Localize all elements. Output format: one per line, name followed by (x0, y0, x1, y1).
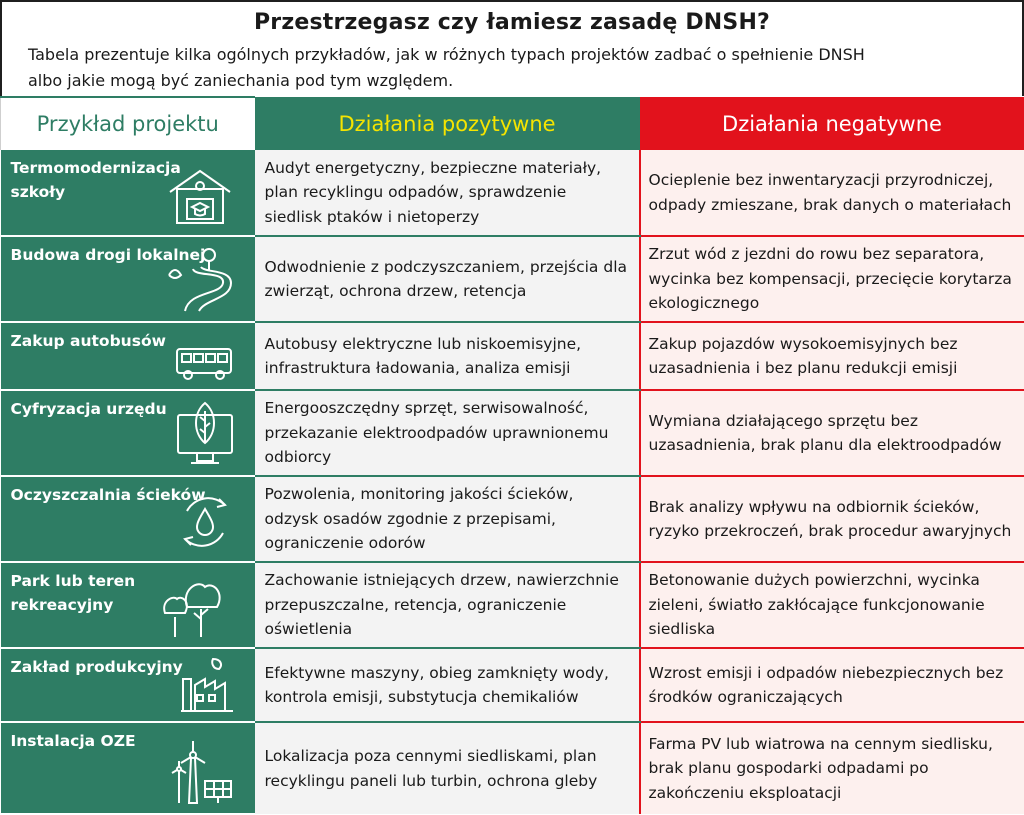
positive-cell: Lokalizacja poza cennymi siedliskami, plan recyklingu paneli lub turbin, ochrona gleby (255, 722, 640, 814)
subtitle-line-1: Tabela prezentuje kilka ogólnych przykładów, jak w różnych typach projektów zadbać o spełnienie DNSH (28, 42, 988, 68)
project-cell (1, 236, 255, 322)
positive-cell: Zachowanie istniejących drzew, nawierzchnie przepuszczalne, retencja, ograniczenie oświetlenia (255, 562, 640, 648)
positive-cell: Energooszczędny sprzęt, serwisowalność, przekazanie elektroodpadów uprawnionemu odbiorcy (255, 390, 640, 476)
negative-cell: Zrzut wód z jezdni do rowu bez separatora, wycinka bez kompensacji, przecięcie korytarza ekologicznego (640, 236, 1024, 322)
column-header-positive: Działania pozytywne (255, 97, 640, 150)
project-name: Park lub teren rekreacyjny (11, 569, 211, 617)
table-row (1, 236, 1024, 322)
project-cell (1, 562, 255, 648)
table-row (1, 150, 1024, 236)
column-header-project: Przykład projektu (1, 97, 255, 150)
positive-cell: Audyt energetyczny, bezpieczne materiały, plan recyklingu odpadów, sprawdzenie siedlisk ptaków i nietoperzy (255, 150, 640, 236)
positive-cell: Efektywne maszyny, obieg zamknięty wody, kontrola emisji, substytucja chemikaliów (255, 648, 640, 722)
table-row (1, 722, 1024, 814)
trees-icon (161, 579, 235, 639)
column-header-negative: Działania negatywne (640, 97, 1024, 150)
negative-cell: Zakup pojazdów wysokoemisyjnych bez uzasadnienia i bez planu redukcji emisji (640, 322, 1024, 390)
subtitle-line-2: albo jakie mogą być zaniechania pod tym względem. (28, 68, 988, 94)
negative-cell: Wzrost emisji i odpadów niebezpiecznych bez środków ograniczających (640, 648, 1024, 722)
monitor-leaf-icon (175, 401, 235, 467)
table-row (1, 562, 1024, 648)
table-row (1, 476, 1024, 562)
project-cell (1, 322, 255, 390)
project-name: Cyfryzacja urzędu (11, 397, 211, 421)
negative-cell: Betonowanie dużych powierzchni, wycinka zieleni, światło zakłócające funkcjonowanie siedliska (640, 562, 1024, 648)
table-row (1, 648, 1024, 722)
table-row (1, 322, 1024, 390)
school-icon (165, 167, 235, 227)
negative-cell: Ocieplenie bez inwentaryzacji przyrodniczej, odpady zmieszane, brak danych o materiałach (640, 150, 1024, 236)
project-cell (1, 390, 255, 476)
project-name: Termomodernizacja szkoły (11, 156, 211, 204)
page-title: Przestrzegasz czy łamiesz zasadę DNSH? (2, 10, 1022, 35)
negative-cell: Farma PV lub wiatrowa na cennym siedlisku, brak planu gospodarki odpadami po zakończeniu eksploatacji (640, 722, 1024, 814)
project-cell (1, 648, 255, 722)
positive-cell: Pozwolenia, monitoring jakości ścieków, odzysk osadów zgodnie z przepisami, ograniczenie odorów (255, 476, 640, 562)
project-name: Oczyszczalnia ścieków (11, 483, 211, 507)
project-name: Zakup autobusów (11, 329, 211, 353)
table-row (1, 390, 1024, 476)
project-name: Budowa drogi lokalnej (11, 243, 211, 267)
project-cell (1, 150, 255, 236)
road-icon (165, 245, 235, 313)
negative-cell: Wymiana działającego sprzętu bez uzasadnienia, brak planu dla elektroodpadów (640, 390, 1024, 476)
water-recycle-icon (175, 491, 235, 553)
negative-cell: Brak analizy wpływu na odbiornik ścieków, ryzyko przekroczeń, brak procedur awaryjnych (640, 476, 1024, 562)
project-cell (1, 722, 255, 814)
renewable-energy-icon (169, 739, 235, 805)
table-header-row (1, 97, 1024, 150)
dnsh-table (0, 96, 1024, 815)
project-name: Instalacja OZE (11, 729, 211, 753)
factory-icon (179, 655, 235, 713)
positive-cell: Autobusy elektryczne lub niskoemisyjne, infrastruktura ładowania, analiza emisji (255, 322, 640, 390)
project-cell (1, 476, 255, 562)
bus-icon (175, 345, 235, 381)
project-name: Zakład produkcyjny (11, 655, 211, 679)
positive-cell: Odwodnienie z podczyszczaniem, przejścia dla zwierząt, ochrona drzew, retencja (255, 236, 640, 322)
header (0, 0, 1024, 96)
page-subtitle (28, 42, 988, 94)
